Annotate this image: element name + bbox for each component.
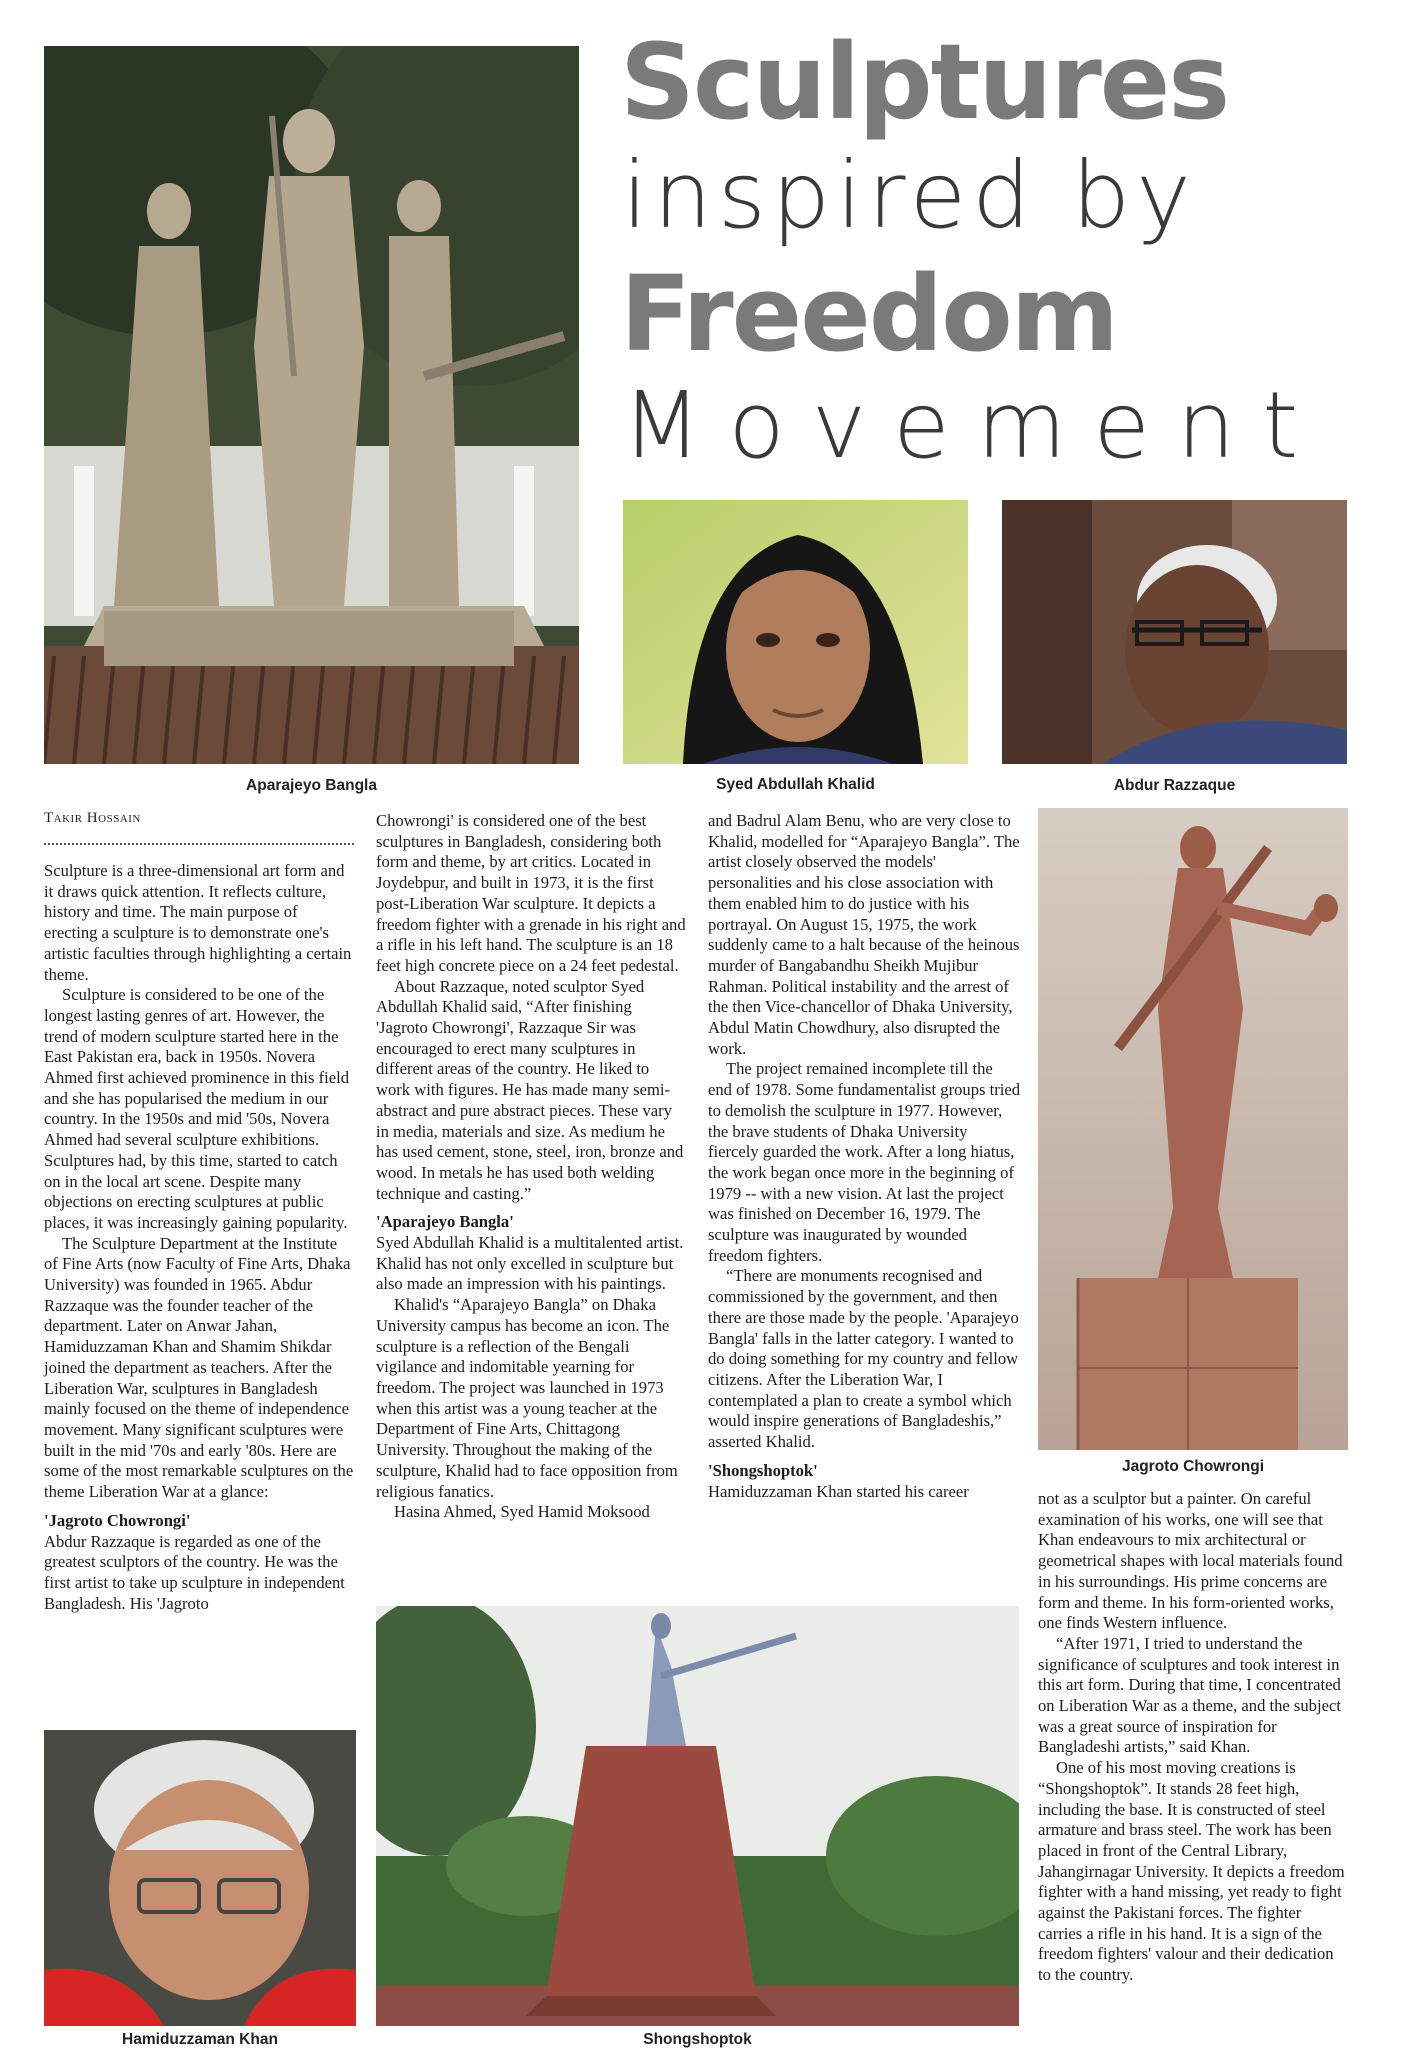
column-1	[44, 861, 354, 1614]
paragraph: Hamiduzzaman Khan started his career	[708, 1481, 969, 1501]
byline: Takir Hossain	[44, 810, 141, 826]
hamiduzzaman-khan-photo	[44, 1730, 356, 2026]
column-4	[1038, 1489, 1348, 1986]
paragraph: Syed Abdullah Khalid is a multitalented artist. Khalid has not only excelled in sculpture but also made an impression with his paintings.	[376, 1233, 684, 1294]
subheading-jagroto-chowrongi: 'Jagroto Chowrongi'	[44, 1510, 191, 1530]
title-line-1: Sculptures	[620, 21, 1229, 143]
paragraph: “After 1971, I tried to understand the significance of sculptures and took interest in this art form. During that time, I concentrated on Liberation War as a theme, and the subject was a great source of inspiration for Bangladeshi artists,” said Khan.	[1038, 1633, 1341, 1757]
paragraph: Sculpture is a three-dimensional art form and it draws quick attention. It reflects culture, history and time. The main purpose of erecting a sculpture is to demonstrate one's artistic faculties through highlighting a certain theme.	[44, 861, 352, 984]
paragraph: The Sculpture Department at the Institute of Fine Arts (now Faculty of Fine Arts, Dhaka University) was founded in 1965. Abdur Razzaque was the founder teacher of the department. Later on Anwar Jahan, Hamiduzzaman Khan and Shamim Shikdar joined the department as teachers. After the Liberation War, sculptures in Bangladesh mainly focused on the theme of independence movement. Many significant sculptures were built in the mid '70s and early '80s. Here are some of the most remarkable sculptures on the theme Liberation War at a glance:	[44, 1233, 354, 1502]
caption-jagroto-chowrongi: Jagroto Chowrongi	[1121, 1458, 1265, 1475]
jagroto-chowrongi-photo	[1038, 808, 1348, 1450]
title-line-3: Freedom	[620, 253, 1118, 375]
caption-shongshoptok: Shongshoptok	[643, 2031, 752, 2048]
paragraph: and Badrul Alam Benu, who are very close to Khalid, modelled for “Aparajeyo Bangla”. The artist closely observed the models' personalities and his close association with them enabled him to do justice with his portrayal. On August 15, 1975, the work suddenly came to a halt because of the heinous murder of Bangabandhu Sheikh Mujibur Rahman. Political instability and the arrest of the then Vice-chancellor of Dhaka University, Abdul Matin Chowdhury, also disrupted the work.	[708, 811, 1020, 1058]
paragraph: Hasina Ahmed, Syed Hamid Moksood	[394, 1502, 650, 1522]
column-3	[708, 811, 1020, 1502]
paragraph: The project remained incomplete till the end of 1978. Some fundamentalist groups tried to demolish the sculpture in 1977. However, the brave students of Dhaka University fiercely guarded the work. After a long hiatus, the work began once more in the beginning of 1979 -- with a new vision. At last the project was finished on December 16, 1979. The sculpture was inaugurated by wounded freedom fighters.	[708, 1059, 1020, 1265]
caption-syed-abdullah-khalid: Syed Abdullah Khalid	[716, 776, 875, 793]
paragraph: not as a sculptor but a painter. On careful examination of his works, one will see that Khan endeavours to mix architectural or geometrical shapes with local materials found in his surroundings. His prime concerns are form and theme. In his form-oriented works, one finds Western influence.	[1038, 1489, 1343, 1633]
paragraph: “There are monuments recognised and commissioned by the government, and then there are those made by the people. 'Aparajeyo Bangla' falls in the latter category. I wanted to do doing something for my country and fellow citizens. After the Liberation War, I contemplated a plan to create a symbol which would inspire generations of Bangladeshis,” asserted Khalid.	[708, 1266, 1019, 1452]
abdur-razzaque-photo	[1002, 500, 1347, 764]
subheading-shongshoptok: 'Shongshoptok'	[708, 1460, 818, 1480]
shongshoptok-photo	[376, 1606, 1019, 2026]
title-line-2: inspired by	[622, 142, 1197, 249]
caption-aparajeyo-bangla: Aparajeyo Bangla	[246, 777, 377, 794]
paragraph: Chowrongi' is considered one of the best sculptures in Bangladesh, considering both form and theme, by art critics. Located in Joydebpur, and built in 1973, it is the first post-Liberation War sculpture. It depicts a freedom fighter with a grenade in his right and a rifle in his left hand. The sculpture is an 18 feet high concrete piece on a 24 feet pedestal.	[376, 811, 686, 975]
byline-divider	[44, 843, 354, 845]
paragraph: About Razzaque, noted sculptor Syed Abdullah Khalid said, “After finishing 'Jagroto Chowrongi', Razzaque Sir was encouraged to erect many sculptures in different areas of the country. He liked to work with figures. He has made many semi-abstract and pure abstract pieces. These vary in media, materials and size. As medium he has used cement, stone, steel, iron, bronze and wood. In metals he has used both welding technique and casting.”	[376, 976, 684, 1203]
subheading-aparajeyo-bangla: 'Aparajeyo Bangla'	[376, 1212, 514, 1232]
paragraph: Khalid's “Aparajeyo Bangla” on Dhaka University campus has become an icon. The sculpture is a reflection of the Bengali vigilance and indomitable yearning for freedom. The project was launched in 1973 when this artist was a young teacher at the Department of Fine Arts, Chittagong University. Throughout the making of the sculpture, Khalid had to face opposition from religious fanatics.	[376, 1295, 678, 1501]
aparajeyo-bangla-photo	[44, 46, 579, 764]
paragraph: Abdur Razzaque is regarded as one of the greatest sculptors of the country. He was the first artist to take up sculpture in independent Bangladesh. His 'Jagroto	[44, 1531, 345, 1613]
caption-hamiduzzaman-khan: Hamiduzzaman Khan	[122, 2031, 278, 2048]
paragraph: One of his most moving creations is “Shongshoptok”. It stands 28 feet high, including the base. It is constructed of steel armature and brass steel. The work has been placed in front of the Central Library, Jahangirnagar University. It depicts a freedom fighter with a hand missing, yet ready to fight against the Pakistani forces. The fighter carries a rifle in his hand. It is a sign of the freedom fighters' valour and their dedication to the country.	[1038, 1758, 1345, 1985]
caption-abdur-razzaque: Abdur Razzaque	[1113, 777, 1236, 794]
paragraph: Sculpture is considered to be one of the longest lasting genres of art. However, the trend of modern sculpture started here in the East Pakistan era, back in 1950s. Novera Ahmed first achieved prominence in this field and she has popularised the medium in our country. In the 1950s and mid '50s, Novera Ahmed had several sculpture exhibitions. Sculptures had, by this time, started to catch on in the local art scene. Despite many objections on erecting sculptures at public places, it was increasingly gaining popularity.	[44, 985, 350, 1232]
title-line-4: Movement	[622, 372, 1326, 479]
syed-abdullah-khalid-photo	[623, 500, 968, 764]
column-2	[376, 811, 686, 1523]
